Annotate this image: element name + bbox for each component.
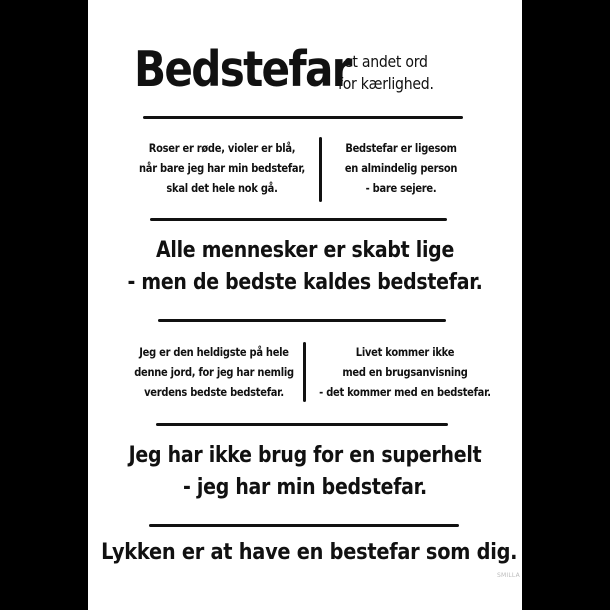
divider-line-5 xyxy=(149,524,459,527)
vertical-divider-1 xyxy=(319,137,322,202)
subtitle-line-1: et andet ord xyxy=(343,52,428,71)
text-line: - men de bedste kaldes bedstefar. xyxy=(127,270,483,295)
text-line: når bare jeg har min bedstefar, xyxy=(138,161,306,175)
text-line: Roser er røde, violer er blå, xyxy=(148,141,296,155)
poster-title: Bedstefar xyxy=(134,41,351,98)
divider-line-1 xyxy=(143,116,463,119)
poster xyxy=(88,0,522,610)
quote2-text xyxy=(110,440,500,504)
vertical-divider-2 xyxy=(303,342,306,402)
watermark-logo: SMILLA xyxy=(497,572,520,579)
text-line: Jeg er den heldigste på hele xyxy=(139,345,289,359)
text-line: skal det hele nok gå. xyxy=(166,181,278,195)
quote1-text xyxy=(110,235,500,299)
subtitle-line-2: for kærlighed. xyxy=(338,74,434,93)
text-line: verdens bedste bedstefar. xyxy=(144,385,284,399)
text-line: en almindelig person xyxy=(344,161,458,175)
divider-line-4 xyxy=(156,423,448,426)
text-line: denne jord, for jeg har nemlig xyxy=(134,365,294,379)
text-line: med en brugsanvisning xyxy=(342,365,468,379)
section2-right-text xyxy=(313,342,497,402)
divider-line-2 xyxy=(150,218,447,221)
poster-subtitle xyxy=(338,51,434,95)
text-line: - det kommer med en bedstefar. xyxy=(319,385,491,399)
text-line: Livet kommer ikke xyxy=(355,345,455,359)
text-line: Alle mennesker er skabt lige xyxy=(155,238,455,263)
footer-quote: Lykken er at have en bestefar som dig. xyxy=(101,539,518,565)
section1-right-text xyxy=(337,138,466,198)
section2-left-text xyxy=(128,342,300,402)
text-line: Jeg har ikke brug for en superhelt xyxy=(128,443,482,468)
divider-line-3 xyxy=(158,319,446,322)
text-line: - bare sejere. xyxy=(365,181,437,195)
text-line: Bedstefar er ligesom xyxy=(345,141,457,155)
text-line: - jeg har min bedstefar. xyxy=(183,475,427,500)
section1-left-text xyxy=(136,138,308,198)
